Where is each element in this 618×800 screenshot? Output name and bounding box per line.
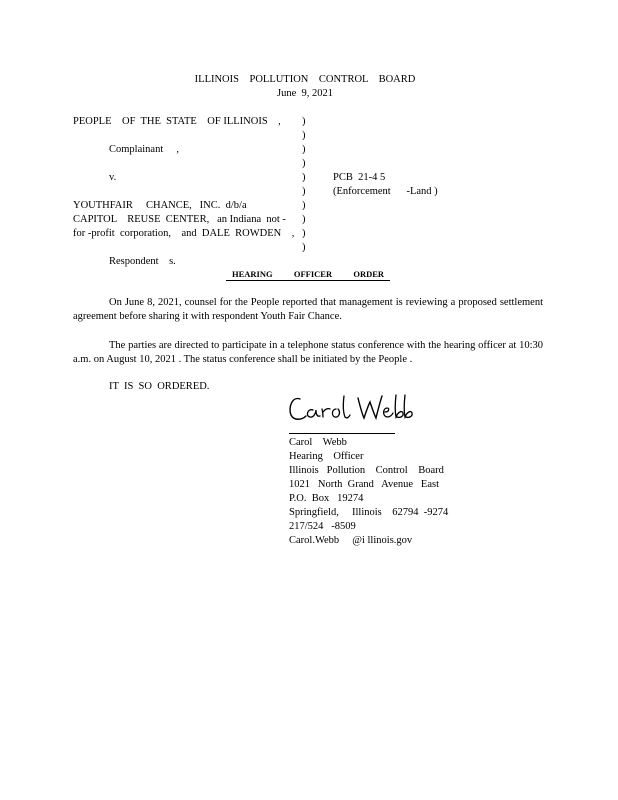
caption-paren: )	[302, 228, 306, 239]
signer-street: 1021 North Grand Avenue East	[289, 479, 439, 490]
signer-po-box: P.O. Box 19274	[289, 493, 364, 504]
order-date: June 9, 2021	[277, 88, 333, 99]
signer-phone: 217/524 -8509	[289, 521, 356, 532]
case-type: (Enforcement -Land )	[333, 186, 438, 197]
signer-name: Carol Webb	[289, 437, 347, 448]
order-paragraph-1: On June 8, 2021, counsel for the People reported that management is reviewing a proposed settlement agreement before sharing it with respondent Youth Fair Chance.	[73, 297, 543, 322]
caption-respondent-line-3: for -profit corporation, and DALE ROWDEN ,	[73, 228, 295, 239]
caption-respondent-line-2: CAPITOL REUSE CENTER, an Indiana not -	[73, 214, 286, 225]
signer-email[interactable]: Carol.Webb @i llinois.gov	[289, 535, 413, 546]
caption-paren: )	[302, 172, 306, 183]
caption-paren: )	[302, 158, 306, 169]
case-number: PCB 21-4 5	[333, 172, 386, 183]
caption-paren: )	[302, 242, 306, 253]
caption-paren: )	[302, 130, 306, 141]
caption-paren: )	[302, 116, 306, 127]
agency-title: ILLINOIS POLLUTION CONTROL BOARD	[194, 74, 416, 85]
caption-complainant-label: Complainant ,	[109, 144, 179, 155]
signature-line	[289, 433, 395, 434]
caption-paren: )	[302, 144, 306, 155]
caption-paren: )	[302, 200, 306, 211]
signer-city: Springfield, Illinois 62794 -9274	[289, 507, 449, 518]
order-paragraph-2: The parties are directed to participate in a telephone status conference with the hearing officer at 10:30 a.m. on August 10, 2021 . The status conference shall be initiated by the People .	[73, 340, 543, 365]
caption-paren: )	[302, 186, 306, 197]
caption-paren: )	[302, 214, 306, 225]
signer-agency: Illinois Pollution Control Board	[289, 465, 444, 476]
caption-complainant-party: PEOPLE OF THE STATE OF ILLINOIS ,	[73, 116, 281, 127]
caption-versus: v.	[109, 172, 117, 183]
caption-respondent-label: Respondent s.	[109, 256, 176, 267]
closing-statement: IT IS SO ORDERED.	[109, 381, 210, 392]
order-title: HEARING OFFICER ORDER	[226, 268, 390, 281]
handwritten-signature	[286, 390, 416, 428]
signer-title: Hearing Officer	[289, 451, 364, 462]
caption-respondent-line-1: YOUTHFAIR CHANCE, INC. d/b/a	[73, 200, 247, 211]
